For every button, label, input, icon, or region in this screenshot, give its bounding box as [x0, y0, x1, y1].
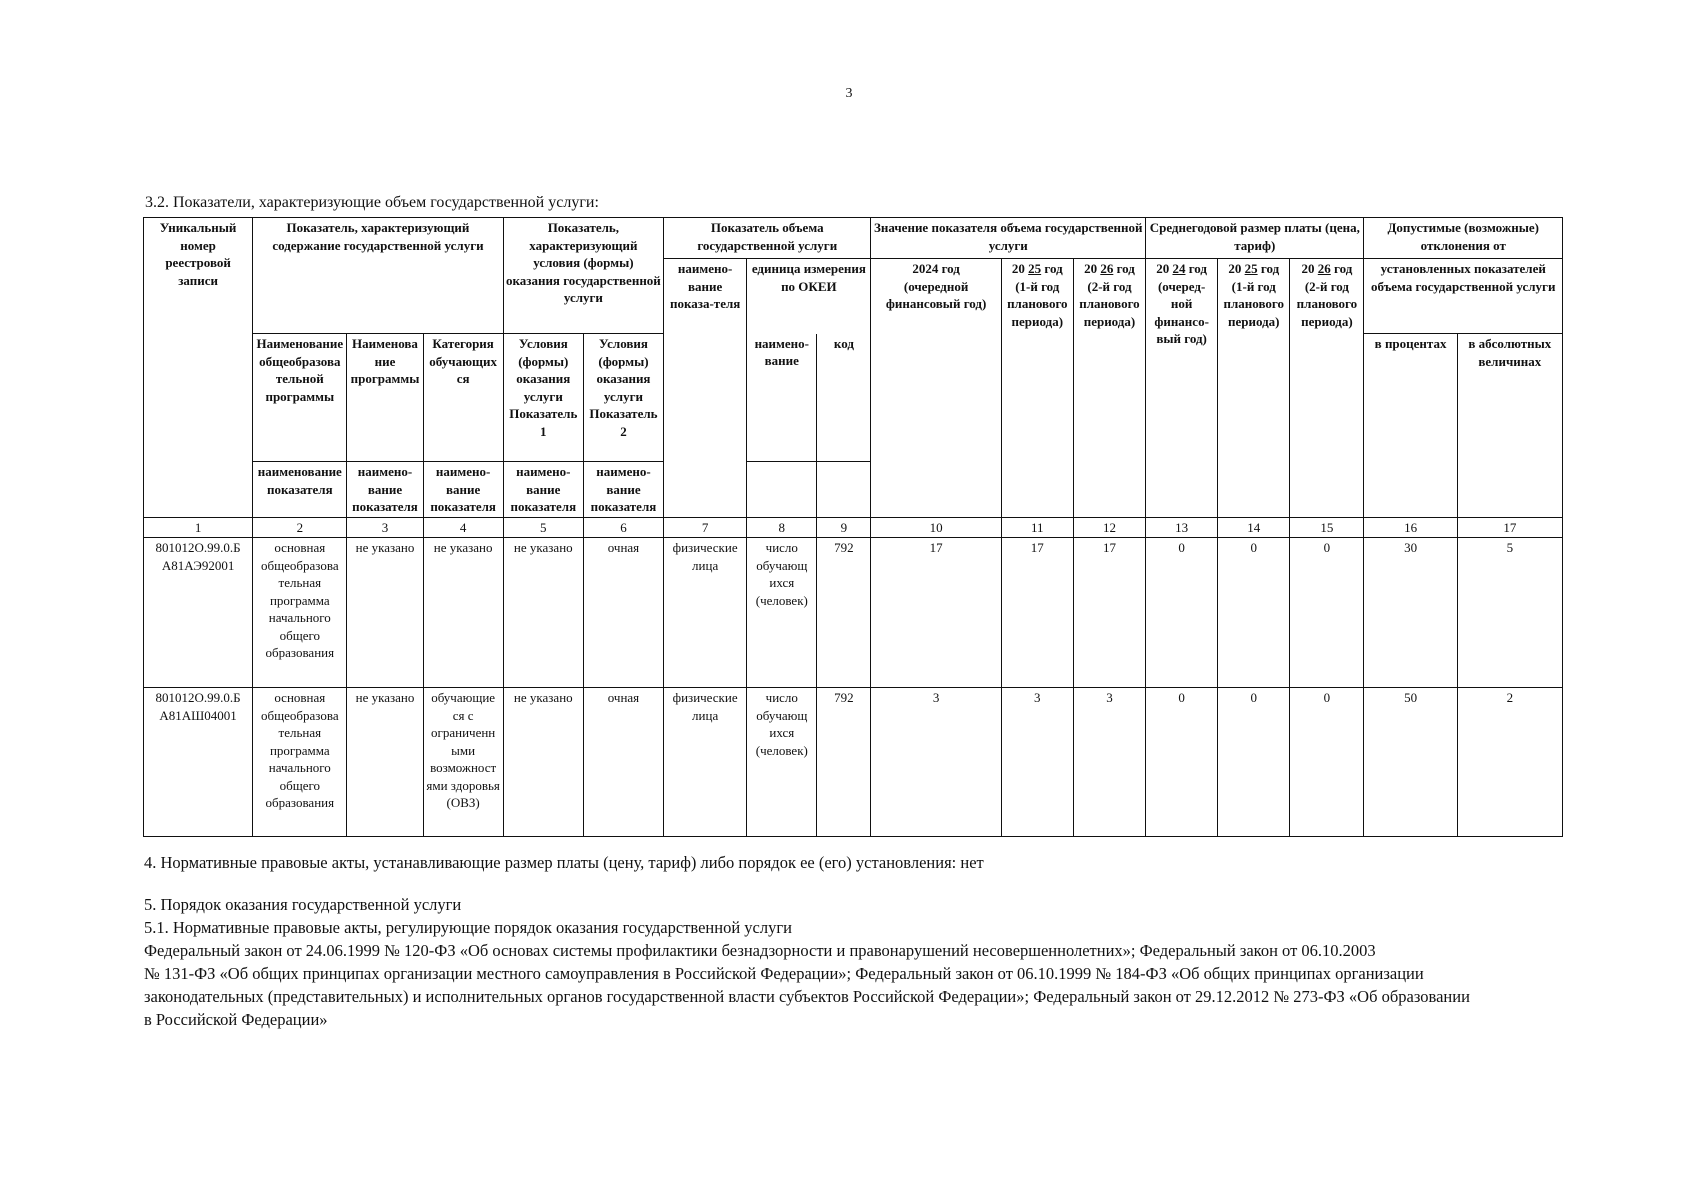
cell-v2026: 17	[1073, 538, 1145, 688]
col-num: 12	[1073, 517, 1145, 538]
column-number-row	[144, 517, 1563, 538]
col-num: 15	[1290, 517, 1364, 538]
cell-f2024: 0	[1146, 688, 1218, 837]
header-indicator-name: наимено-вание показа-теля	[664, 259, 747, 518]
cell-f2025: 0	[1218, 538, 1290, 688]
fee-2025-yy: 25	[1244, 261, 1258, 276]
col-num: 5	[503, 517, 583, 538]
header-sub-category: Категория обучающих ся	[423, 334, 503, 462]
col-num: 14	[1218, 517, 1290, 538]
cell-f2024: 0	[1146, 538, 1218, 688]
fee-2024-yy: 24	[1172, 261, 1186, 276]
col-num: 17	[1457, 517, 1562, 538]
col-num: 7	[664, 517, 747, 538]
cell-reg: 801012О.99.0.Б А81АЭ92001	[144, 538, 253, 688]
fee-2026-post: год	[1334, 261, 1353, 276]
header-vol-2024	[871, 259, 1001, 462]
table-row	[144, 538, 1563, 688]
cell-dev-pct: 30	[1364, 538, 1457, 688]
header-content-group: Показатель, характеризующий содержание государственной услуги	[253, 218, 504, 334]
header-sub-program-name: Наименова ние программы	[347, 334, 423, 462]
header-vol-2025	[1001, 259, 1073, 462]
header-fee-2026	[1290, 259, 1364, 462]
vol-2026-spacer	[1073, 462, 1145, 518]
cell-indicator: физические лица	[664, 688, 747, 837]
col-num: 10	[871, 517, 1001, 538]
okei-name-spacer	[747, 462, 817, 518]
fee-2024-post: год	[1188, 261, 1207, 276]
law-line-4: в Российской Федерации»	[144, 1010, 328, 1029]
cell-cond2: очная	[583, 688, 663, 837]
col-num: 1	[144, 517, 253, 538]
header-name-indicator-5: наимено-вание показателя	[503, 462, 583, 518]
col-num: 13	[1146, 517, 1218, 538]
cell-v2025: 3	[1001, 688, 1073, 837]
header-okei-code: код	[817, 334, 871, 462]
header-sub-program-type: Наименование общеобразова тельной программы	[253, 334, 347, 462]
section-title: 3.2. Показатели, характеризующие объем государственной услуги:	[145, 194, 599, 211]
vol-2024-label: 2024 год	[912, 261, 960, 276]
header-name-indicator-4: наимено-вание показателя	[423, 462, 503, 518]
header-deviations-bottom: установленных показателей объема государственной услуги	[1364, 259, 1563, 334]
header-okei-name: наимено-вание	[747, 334, 817, 462]
law-line-2: № 131-ФЗ «Об общих принципах организации местного самоуправления в Российской Федерации»; Федеральный закон от 06.10.1999 № 184-ФЗ «Об общих принципах организации	[144, 964, 1424, 983]
cell-code: 792	[817, 538, 871, 688]
vol-2025-post: год	[1044, 261, 1063, 276]
header-okei-unit: единица измерения по ОКЕИ	[747, 259, 871, 334]
fee-2026-pre: 20	[1301, 261, 1315, 276]
vol-2026-yy: 26	[1100, 261, 1114, 276]
header-vol-2026	[1073, 259, 1145, 462]
col-num: 6	[583, 517, 663, 538]
cell-v2026: 3	[1073, 688, 1145, 837]
fee-2026-yy: 26	[1317, 261, 1331, 276]
cell-v2025: 17	[1001, 538, 1073, 688]
cell-v2024: 17	[871, 538, 1001, 688]
fee-2025-sub: (1-й год планового периода)	[1223, 278, 1284, 329]
cell-category: обучающие ся с ограниченн ыми возможност ями здоровья (ОВЗ)	[423, 688, 503, 837]
cell-f2025: 0	[1218, 688, 1290, 837]
col-num: 2	[253, 517, 347, 538]
cell-program-name: не указано	[347, 688, 423, 837]
vol-2026-post: год	[1116, 261, 1135, 276]
cell-cond1: не указано	[503, 538, 583, 688]
paragraph-4: 4. Нормативные правовые акты, устанавливающие размер платы (цену, тариф) либо порядок ее (его) установления: нет	[144, 853, 984, 872]
cell-program: основная общеобразова тельная программа начального общего образования	[253, 538, 347, 688]
vol-2024-sub: (очередной финансовый год)	[885, 278, 987, 312]
vol-2025-yy: 25	[1028, 261, 1042, 276]
fee-2024-pre: 20	[1156, 261, 1170, 276]
cell-code: 792	[817, 688, 871, 837]
header-name-indicator-2: наименование показателя	[253, 462, 347, 518]
cell-dev-abs: 5	[1457, 538, 1562, 688]
fee-2025-pre: 20	[1228, 261, 1242, 276]
col-num: 11	[1001, 517, 1073, 538]
header-in-absolute: в абсолютных величинах	[1457, 334, 1562, 518]
cell-indicator: физические лица	[664, 538, 747, 688]
law-line-1: Федеральный закон от 24.06.1999 № 120-ФЗ «Об основах системы профилактики безнадзорности и правонарушений несовершеннолетних»; Федеральный закон от 06.10.2003	[144, 941, 1376, 960]
header-volume-value: Значение показателя объема государственной услуги	[871, 218, 1146, 259]
header-volume-indicator: Показатель объема государственной услуги	[664, 218, 871, 259]
header-fee-2025	[1218, 259, 1290, 462]
header-in-percent: в процентах	[1364, 334, 1457, 518]
cell-v2024: 3	[871, 688, 1001, 837]
table-row	[144, 688, 1563, 837]
header-sub-cond2: Условия (формы) оказания услуги Показатель 2	[583, 334, 663, 462]
header-deviations-top: Допустимые (возможные) отклонения от	[1364, 218, 1563, 259]
okei-code-spacer	[817, 462, 871, 518]
cell-f2026: 0	[1290, 538, 1364, 688]
cell-unit: число обучающ ихся (человек)	[747, 688, 817, 837]
cell-reg: 801012О.99.0.Б А81АШ04001	[144, 688, 253, 837]
fee-2025-spacer	[1218, 462, 1290, 518]
header-unique-number: Уникальный номер реестровой записи	[144, 218, 253, 518]
fee-2025-post: год	[1260, 261, 1280, 276]
header-avg-fee: Среднегодовой размер платы (цена, тариф)	[1146, 218, 1364, 259]
header-name-indicator-6: наимено-вание показателя	[583, 462, 663, 518]
cell-program: основная общеобразова тельная программа начального общего образования	[253, 688, 347, 837]
paragraph-5: 5. Порядок оказания государственной услуги	[144, 895, 462, 914]
col-num: 16	[1364, 517, 1457, 538]
cell-program-name: не указано	[347, 538, 423, 688]
cell-cond2: очная	[583, 538, 663, 688]
cell-category: не указано	[423, 538, 503, 688]
vol-2025-spacer	[1001, 462, 1073, 518]
vol-2025-sub: (1-й год планового периода)	[1007, 278, 1068, 329]
paragraph-5-1: 5.1. Нормативные правовые акты, регулирующие порядок оказания государственной услуги	[144, 918, 792, 937]
header-name-indicator-3: наимено-вание показателя	[347, 462, 423, 518]
vol-2026-pre: 20	[1084, 261, 1098, 276]
header-fee-2024	[1146, 259, 1218, 462]
vol-2024-spacer	[871, 462, 1001, 518]
col-num: 4	[423, 517, 503, 538]
header-sub-cond1: Условия (формы) оказания услуги Показатель 1	[503, 334, 583, 462]
volume-indicators-table	[143, 217, 1563, 837]
page-number: 3	[845, 86, 853, 101]
cell-cond1: не указано	[503, 688, 583, 837]
law-line-3: законодательных (представительных) и исполнительных органов государственной власти субъектов Российской Федерации»; Федеральный закон от 29.12.2012 № 273-ФЗ «Об образовании	[144, 987, 1470, 1006]
fee-2026-sub: (2-й год планового периода)	[1296, 278, 1358, 329]
fee-2024-spacer	[1146, 462, 1218, 518]
vol-2026-sub: (2-й год планового периода)	[1079, 278, 1140, 329]
cell-dev-abs: 2	[1457, 688, 1562, 837]
fee-2024-sub: (очеред-ной финансо-вый год)	[1154, 278, 1209, 347]
cell-unit: число обучающ ихся (человек)	[747, 538, 817, 688]
fee-2026-spacer	[1290, 462, 1364, 518]
header-conditions-group: Показатель, характеризующий условия (формы) оказания государственной услуги	[503, 218, 663, 334]
cell-dev-pct: 50	[1364, 688, 1457, 837]
col-num: 3	[347, 517, 423, 538]
cell-f2026: 0	[1290, 688, 1364, 837]
col-num: 9	[817, 517, 871, 538]
col-num: 8	[747, 517, 817, 538]
vol-2025-pre: 20	[1011, 261, 1025, 276]
